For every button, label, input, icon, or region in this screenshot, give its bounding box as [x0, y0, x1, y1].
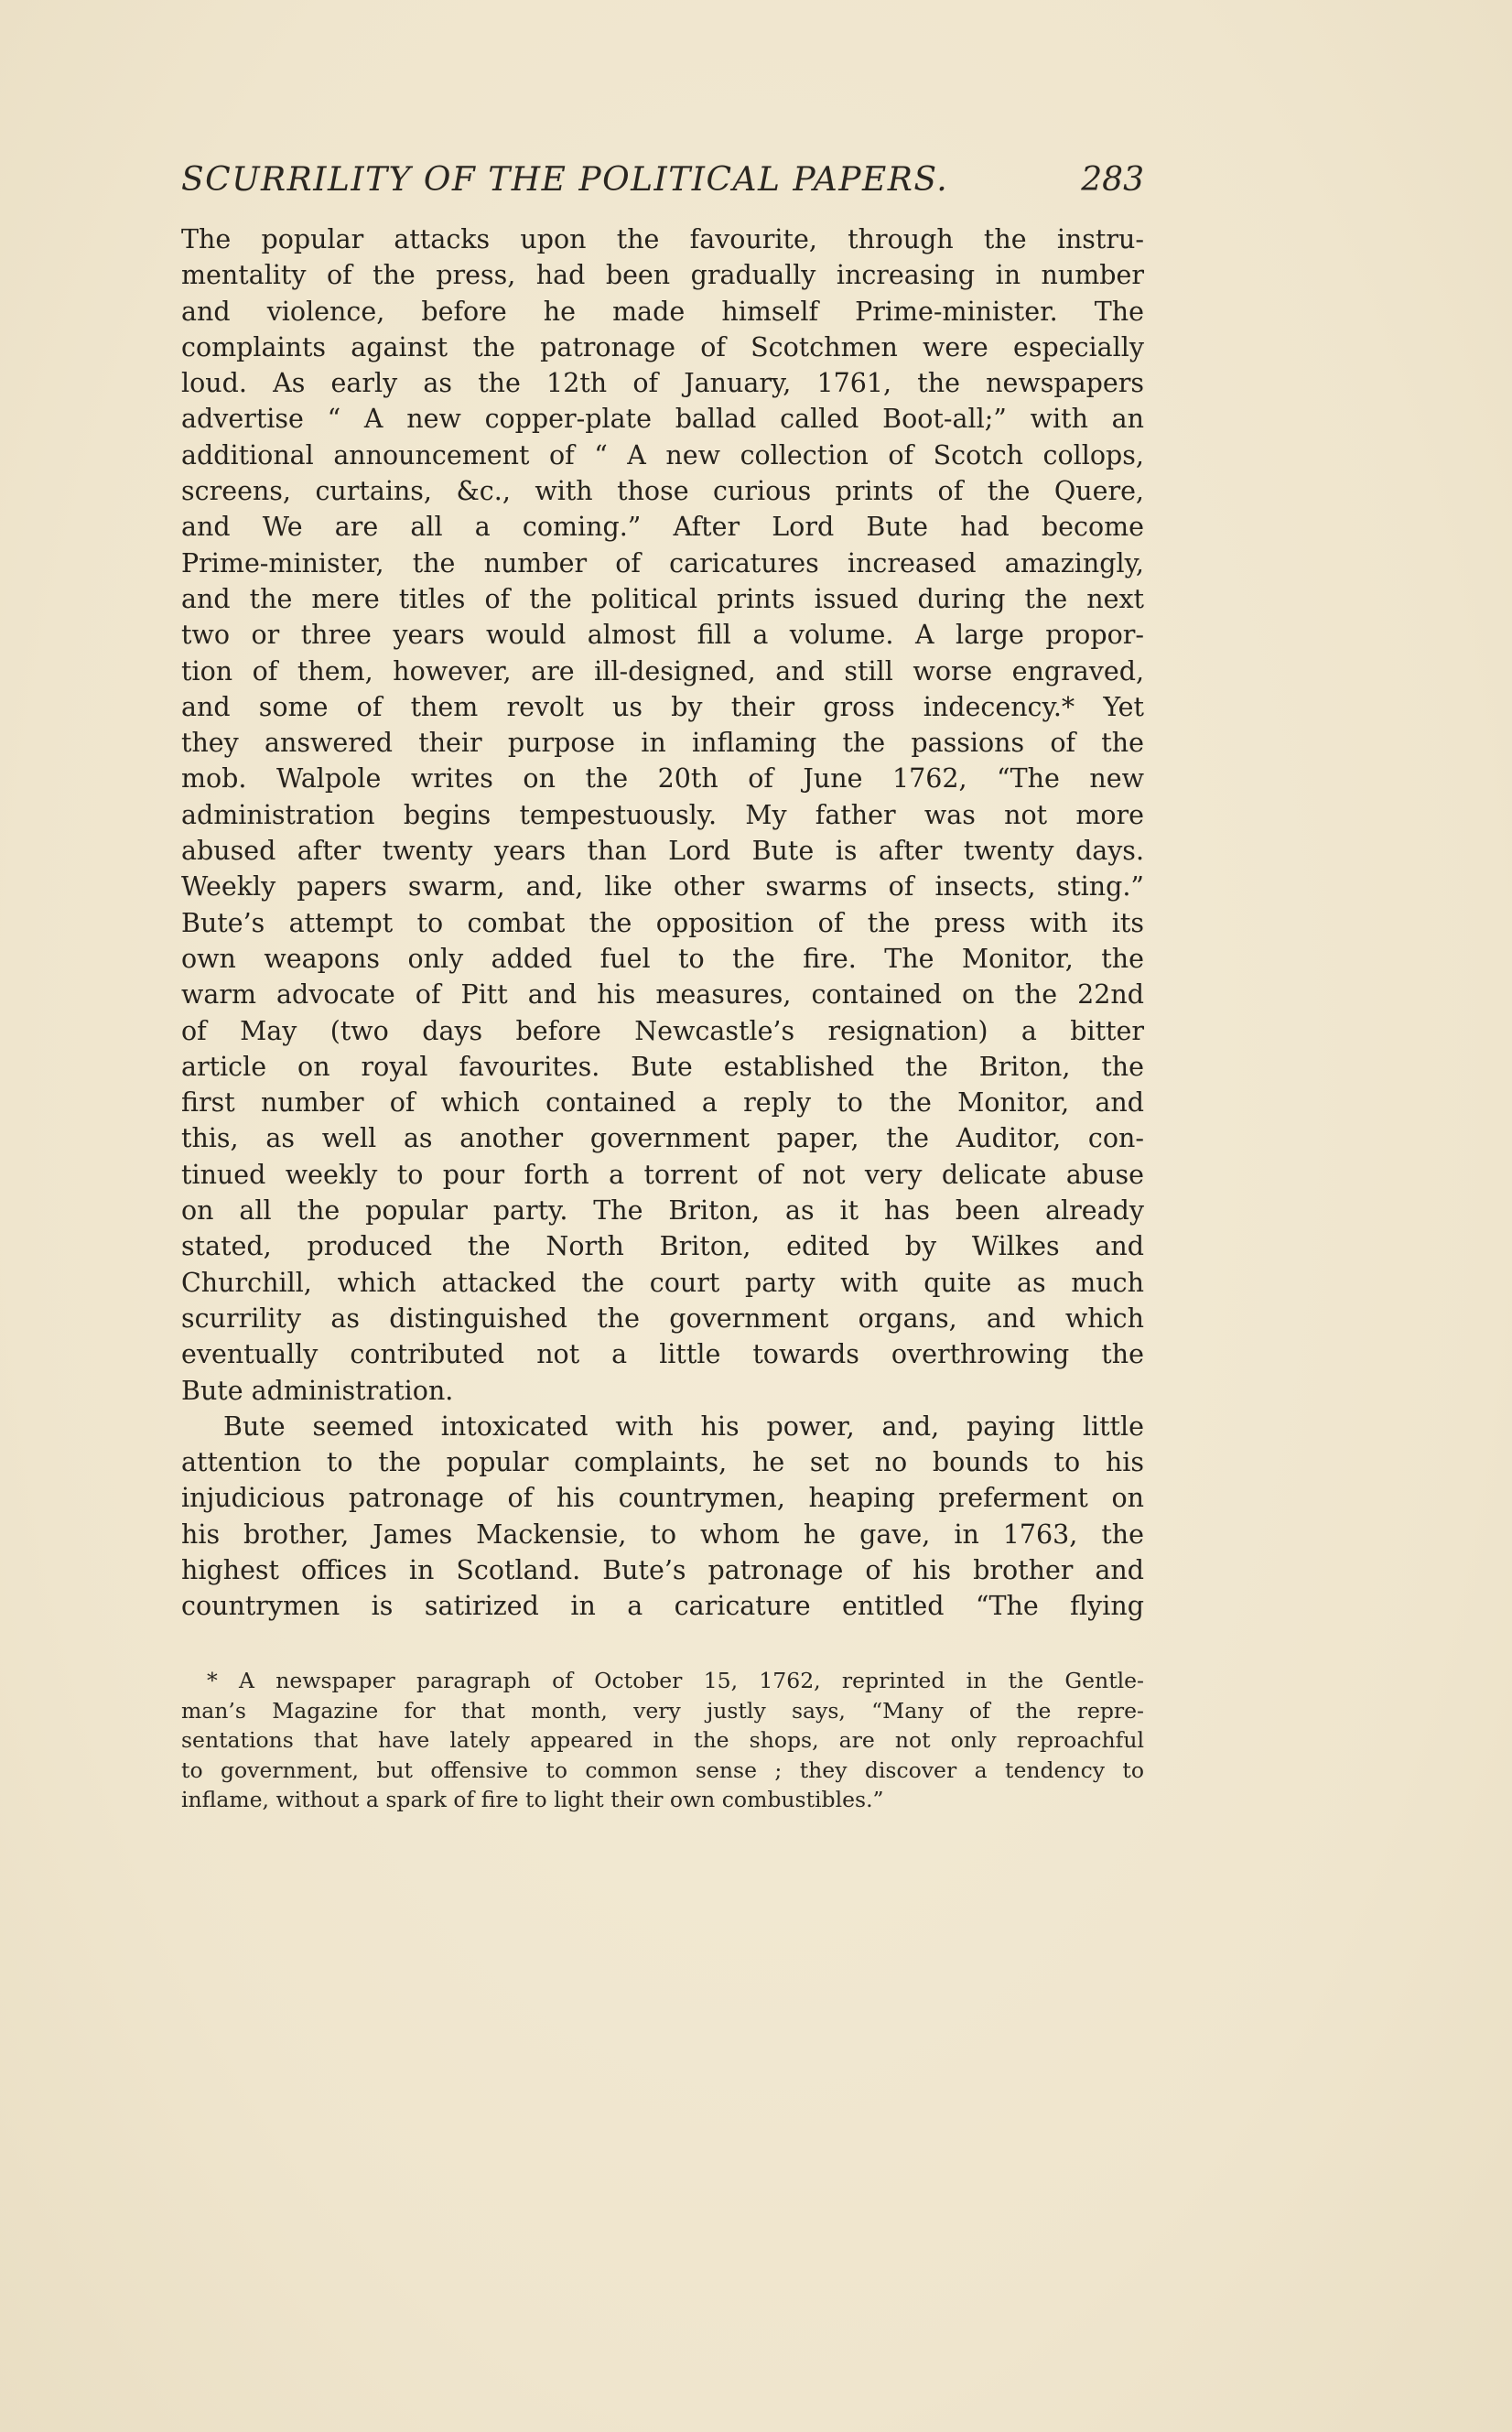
text-line: complaints against the patronage of Scotchmen were especially	[181, 331, 1144, 362]
text-line: his brother, James Mackensie, to whom he gave, in 1763, the	[181, 1519, 1144, 1550]
text-line: mentality of the press, had been gradually increasing in number	[181, 260, 1144, 291]
text-line: article on royal favourites. Bute established the Briton, the	[181, 1051, 1144, 1082]
text-line: abused after twenty years than Lord Bute is after twenty days.	[181, 836, 1144, 867]
text-line: warm advocate of Pitt and his measures, contained on the 22nd	[181, 979, 1144, 1011]
text-line: scurrility as distinguished the government organs, and which	[181, 1302, 1144, 1334]
text-line: this, as well as another government paper, the Auditor, con-	[181, 1123, 1144, 1154]
text-line: Weekly papers swarm, and, like other swarms of insects, sting.”	[181, 871, 1144, 903]
running-head: SCURRILITY OF THE POLITICAL PAPERS.	[181, 161, 949, 199]
footnote-line: sentations that have lately appeared in the shops, are not only reproachful	[181, 1727, 1144, 1753]
footnote-line: man’s Magazine for that month, very justly says, “Many of the repre-	[181, 1697, 1144, 1724]
text-line: and violence, before he made himself Prime-minister. The	[181, 296, 1144, 327]
text-line: Bute’s attempt to combat the opposition of the press with its	[181, 907, 1144, 938]
footnote-line: * A newspaper paragraph of October 15, 1762, reprinted in the Gentle-	[207, 1668, 1144, 1693]
text-line: they answered their purpose in inflaming the passions of the	[181, 728, 1144, 759]
text-line: stated, produced the North Briton, edited by Wilkes and	[181, 1231, 1144, 1262]
text-line: own weapons only added fuel to the fire. The Monitor, the	[181, 943, 1144, 974]
footnote	[181, 1666, 1144, 1815]
text-line: Bute seemed intoxicated with his power, and, paying little	[223, 1411, 1144, 1442]
text-line: Churchill, which attacked the court party with quite as much	[181, 1267, 1144, 1298]
text-line: and We are all a coming.” After Lord Bute had become	[181, 512, 1144, 543]
text-line: additional announcement of “ A new collection of Scotch collops,	[181, 439, 1144, 470]
text-line: loud. As early as the 12th of January, 1761, the newspapers	[181, 368, 1144, 399]
paragraph-1	[181, 222, 1144, 1409]
text-line: eventually contributed not a little towards overthrowing the	[181, 1339, 1144, 1370]
text-line: screens, curtains, &c., with those curious prints of the Quere,	[181, 476, 1144, 507]
text-line: of May (two days before Newcastle’s resignation) a bitter	[181, 1015, 1144, 1046]
text-line: Prime-minister, the number of caricatures increased amazingly,	[181, 547, 1144, 578]
text-line: Bute administration.	[181, 1375, 454, 1406]
footnote-line: to government, but offensive to common sense ; they discover a tendency to	[181, 1756, 1144, 1783]
page-header	[181, 154, 1144, 218]
text-line: tion of them, however, are ill-designed, and still worse engraved,	[181, 655, 1144, 686]
text-line: injudicious patronage of his countrymen, heaping preferment on	[181, 1483, 1144, 1514]
text-line: The popular attacks upon the favourite, through the instru-	[181, 224, 1144, 254]
footnote-line: inflame, without a spark of fire to light their own combustibles.”	[181, 1787, 884, 1812]
text-line: and some of them revolt us by their gross indecency.* Yet	[181, 691, 1144, 722]
paragraph-2	[181, 1409, 1144, 1625]
text-line: countrymen is satirized in a caricature entitled “The flying	[181, 1591, 1144, 1622]
page-number: 283	[1081, 161, 1144, 199]
text-line: advertise “ A new copper-plate ballad called Boot-all;” with an	[181, 404, 1144, 435]
text-line: attention to the popular complaints, he set no bounds to his	[181, 1447, 1144, 1478]
main-text	[181, 222, 1144, 1625]
text-line: administration begins tempestuously. My father was not more	[181, 799, 1144, 830]
text-line: first number of which contained a reply to the Monitor, and	[181, 1087, 1144, 1119]
text-line: mob. Walpole writes on the 20th of June 1762, “The new	[181, 763, 1144, 794]
text-line: and the mere titles of the political prints issued during the next	[181, 583, 1144, 614]
text-line: tinued weekly to pour forth a torrent of not very delicate abuse	[181, 1159, 1144, 1190]
text-line: highest offices in Scotland. Bute’s patronage of his brother and	[181, 1554, 1144, 1585]
text-line: two or three years would almost fill a volume. A large propor-	[181, 620, 1144, 651]
text-line: on all the popular party. The Briton, as it has been already	[181, 1195, 1144, 1227]
